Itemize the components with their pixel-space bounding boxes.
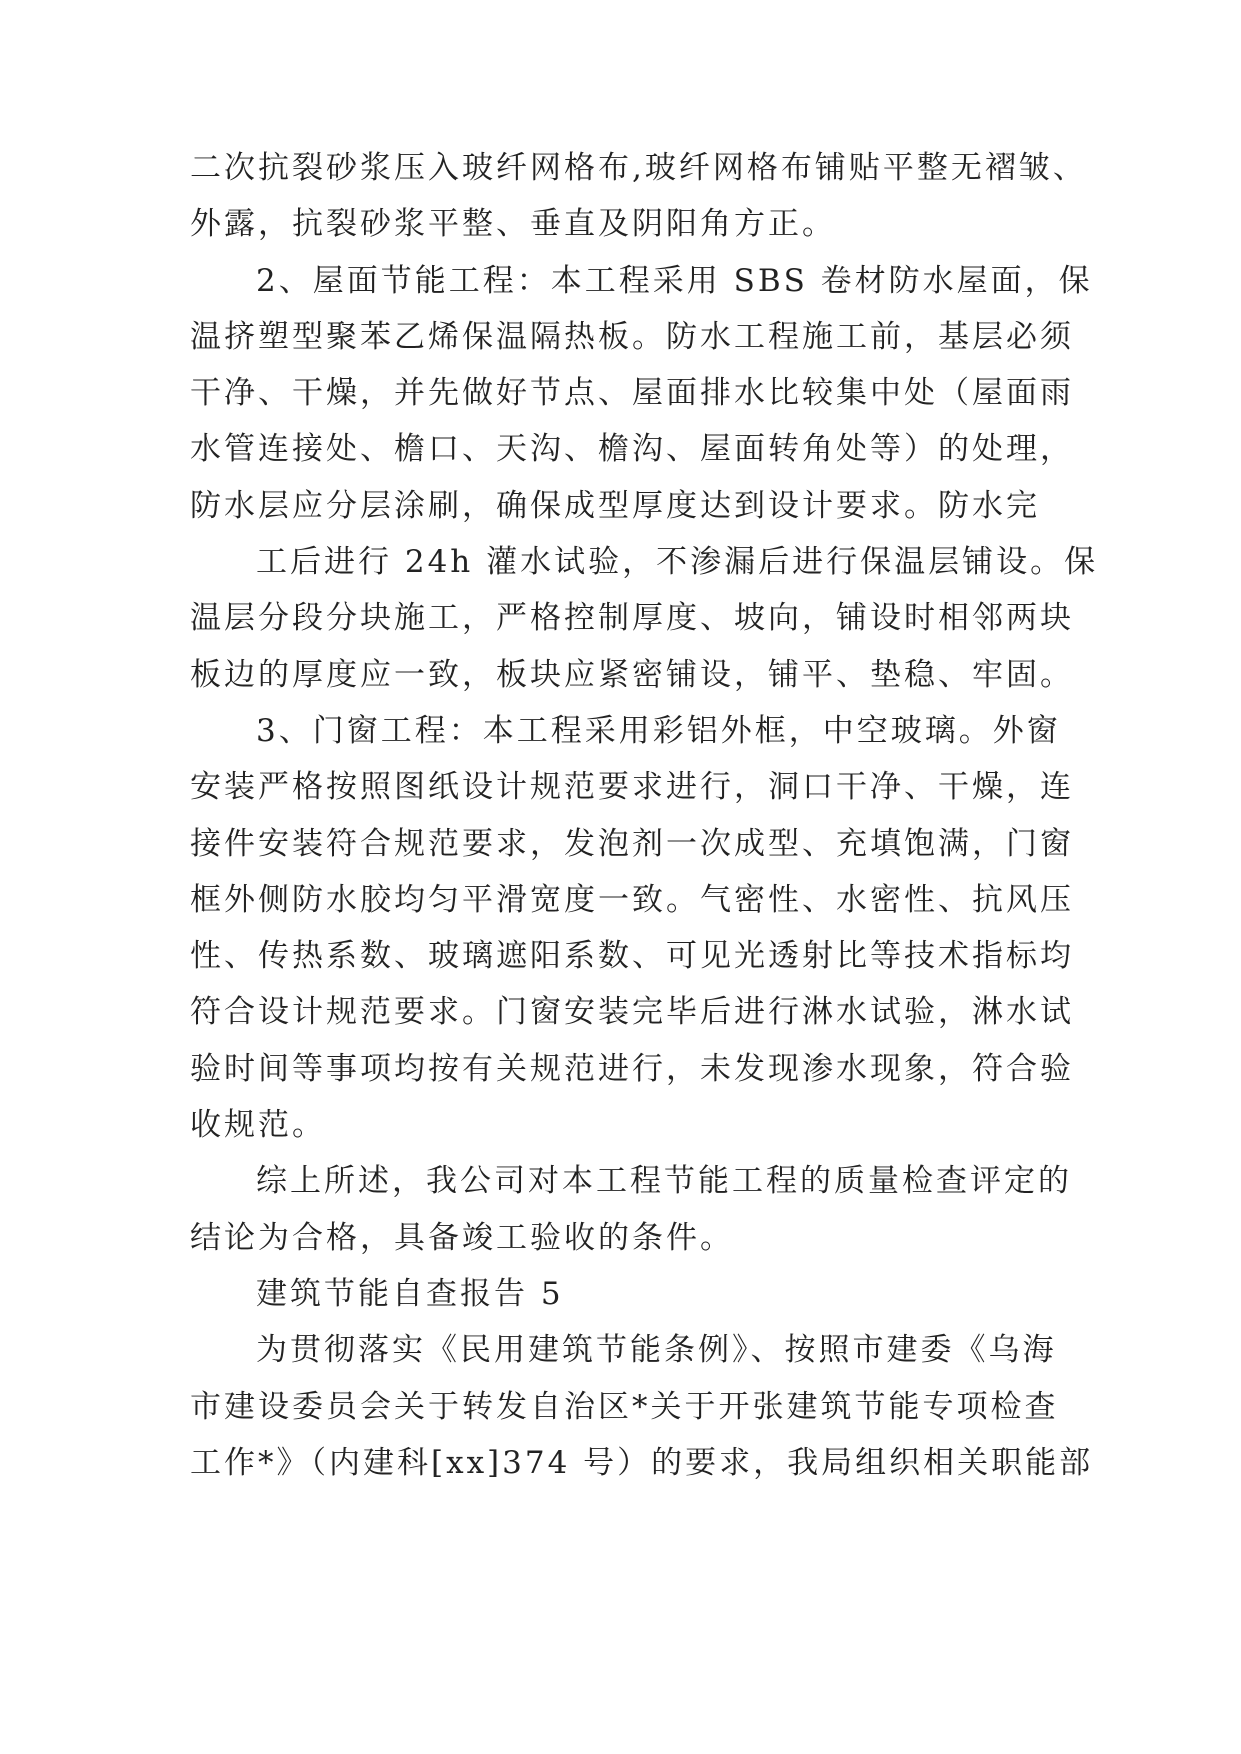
text-line: 干净、干燥，并先做好节点、屋面排水比较集中处（屋面雨 [190, 375, 1074, 412]
text-line: 结论为合格，具备竣工验收的条件。 [190, 1219, 734, 1256]
text-line: 验时间等事项均按有关规范进行，未发现渗水现象，符合验 [190, 1050, 1074, 1087]
text-line: 工后进行 24h 灌水试验，不渗漏后进行保温层铺设。保 [256, 544, 1099, 581]
text-line: 温层分段分块施工，严格控制厚度、坡向，铺设时相邻两块 [190, 600, 1074, 637]
text-line: 工作*》（内建科[xx]374 号）的要求，我局组织相关职能部 [190, 1444, 1094, 1481]
text-line: 性、传热系数、玻璃遮阳系数、可见光透射比等技术指标均 [190, 938, 1074, 975]
text-line: 接件安装符合规范要求，发泡剂一次成型、充填饱满，门窗 [190, 825, 1074, 862]
text-line: 收规范。 [190, 1107, 326, 1144]
text-line: 综上所述，我公司对本工程节能工程的质量检查评定的 [256, 1163, 1072, 1200]
text-line: 温挤塑型聚苯乙烯保温隔热板。防水工程施工前，基层必须 [190, 318, 1074, 355]
text-line: 符合设计规范要求。门窗安装完毕后进行淋水试验，淋水试 [190, 994, 1074, 1031]
document-body [190, 140, 1099, 1491]
text-line: 为贯彻落实《民用建筑节能条例》、按照市建委《乌海 [256, 1332, 1057, 1369]
text-line: 市建设委员会关于转发自治区*关于开张建筑节能专项检查 [190, 1388, 1059, 1425]
text-line: 安装严格按照图纸设计规范要求进行，洞口干净、干燥，连 [190, 769, 1074, 806]
text-line: 3、门窗工程：本工程采用彩铝外框，中空玻璃。外窗 [256, 712, 1061, 749]
document-page [190, 140, 1099, 1491]
text-line: 二次抗裂砂浆压入玻纤网格布,玻纤网格布铺贴平整无褶皱、 [190, 150, 1087, 186]
text-line: 板边的厚度应一致，板块应紧密铺设，铺平、垫稳、牢固。 [190, 656, 1074, 693]
text-line: 框外侧防水胶均匀平滑宽度一致。气密性、水密性、抗风压 [190, 881, 1074, 918]
text-line: 外露，抗裂砂浆平整、垂直及阴阳角方正。 [190, 206, 836, 243]
text-line: 水管连接处、檐口、天沟、檐沟、屋面转角处等）的处理， [190, 431, 1074, 468]
text-line: 建筑节能自查报告 5 [256, 1275, 564, 1312]
text-line: 2、屋面节能工程：本工程采用 SBS 卷材防水屋面，保 [256, 262, 1093, 299]
text-line: 防水层应分层涂刷，确保成型厚度达到设计要求。防水完 [190, 487, 1040, 524]
